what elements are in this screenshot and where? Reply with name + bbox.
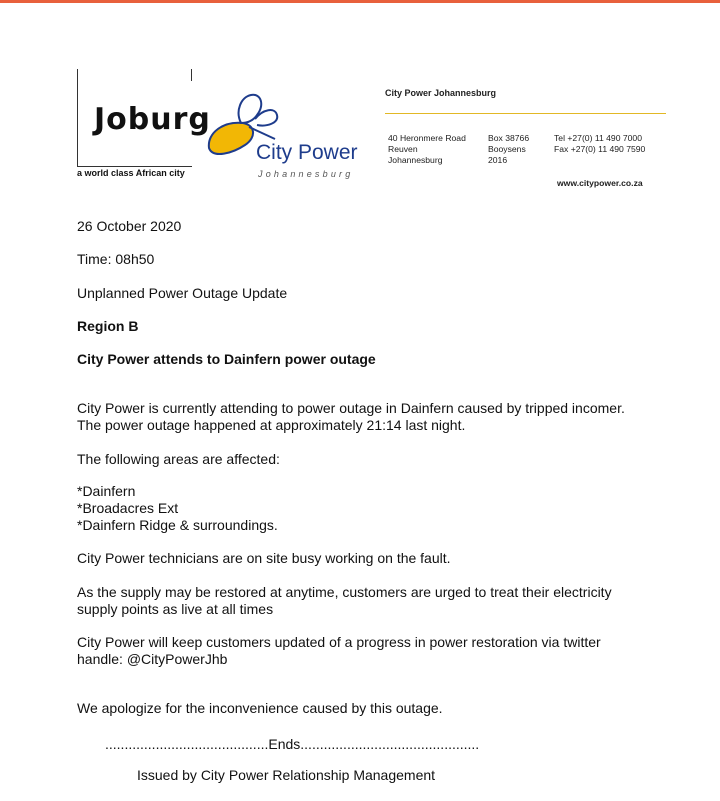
- paragraph-line: supply points as live at all times: [77, 601, 274, 617]
- joburg-logo-text: Joburg: [94, 102, 211, 137]
- postal-line: 2016: [488, 155, 508, 165]
- paragraph-line: As the supply may be restored at anytime, customers are urged to treat their electricity: [77, 584, 612, 600]
- postal-line: Box 38766: [488, 133, 530, 143]
- warning-paragraph: [77, 584, 697, 618]
- area-item: *Dainfern Ridge & surroundings.: [77, 517, 278, 533]
- updates-paragraph: [77, 634, 697, 668]
- postal-line: Booysens: [488, 144, 526, 154]
- letterhead-rule: [385, 113, 666, 114]
- website-link[interactable]: www.citypower.co.za: [557, 178, 643, 188]
- paragraph-line: City Power will keep customers updated of a progress in power restoration via twitter: [77, 634, 601, 650]
- city-power-subtitle: Johannesburg: [258, 169, 354, 179]
- document-date: 26 October 2020: [77, 218, 182, 234]
- ends-marker: ..........................................Ends..............................................: [105, 736, 480, 752]
- joburg-logo: [77, 69, 211, 167]
- affected-areas-list: [77, 483, 697, 534]
- paragraph-line: The power outage happened at approximately 21:14 last night.: [77, 417, 466, 433]
- document-headline: City Power attends to Dainfern power outage: [77, 351, 376, 367]
- logo-frame-tick: [191, 69, 192, 81]
- street-address: [388, 133, 466, 166]
- region-heading: Region B: [77, 318, 139, 334]
- address-line: 40 Heronmere Road: [388, 133, 466, 143]
- joburg-tagline: a world class African city: [77, 168, 185, 178]
- organisation-name: City Power Johannesburg: [385, 88, 497, 98]
- city-power-name: City Power: [256, 141, 358, 164]
- fax-line: Fax +27(0) 11 490 7590: [554, 144, 646, 154]
- address-line: Reuven: [388, 144, 418, 154]
- area-item: *Broadacres Ext: [77, 500, 179, 516]
- phone-line: Tel +27(0) 11 490 7000: [554, 133, 642, 143]
- postal-address: [488, 133, 529, 166]
- document-subject: Unplanned Power Outage Update: [77, 285, 288, 301]
- top-accent-bar: [0, 0, 720, 3]
- phone-fax: [554, 133, 645, 155]
- intro-paragraph: [77, 400, 697, 434]
- issued-by: Issued by City Power Relationship Management: [137, 767, 436, 783]
- document-time: Time: 08h50: [77, 251, 155, 267]
- paragraph-line: City Power is currently attending to power outage in Dainfern caused by tripped incomer.: [77, 400, 625, 416]
- technicians-paragraph: City Power technicians are on site busy working on the fault.: [77, 550, 451, 566]
- address-line: Johannesburg: [388, 155, 443, 165]
- paragraph-line: handle: @CityPowerJhb: [77, 651, 228, 667]
- apology-line: We apologize for the inconvenience caused by this outage.: [77, 700, 443, 716]
- area-item: *Dainfern: [77, 483, 136, 499]
- areas-heading: The following areas are affected:: [77, 451, 280, 467]
